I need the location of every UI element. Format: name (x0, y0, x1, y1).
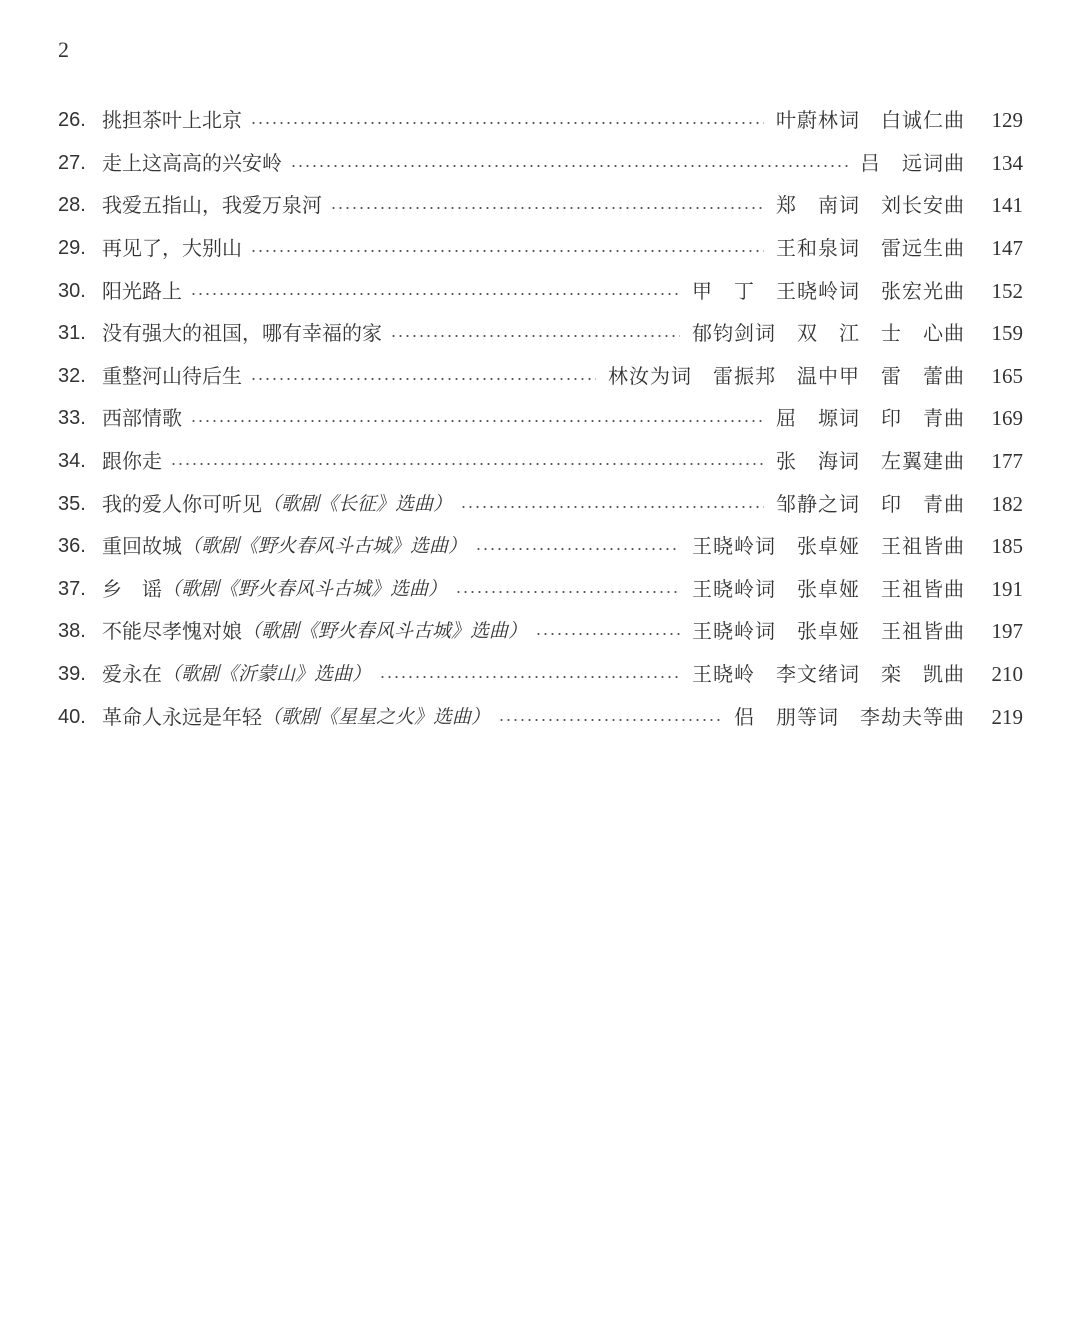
entry-note: （歌剧《野火春风斗古城》选曲） (182, 535, 468, 558)
entry-page: 129 (991, 108, 1023, 133)
entry-title: 挑担茶叶上北京 (102, 108, 242, 133)
toc-entry-40[interactable] (58, 695, 1023, 738)
entry-credits: 甲 丁 王晓岭词 张宏光曲 (692, 278, 965, 303)
entry-page: 197 (991, 619, 1023, 644)
entry-number: 26. (58, 109, 86, 132)
entry-number: 33. (58, 407, 86, 430)
dot-leader (290, 165, 848, 167)
entry-number: 38. (58, 620, 86, 643)
dot-leader (170, 463, 764, 465)
entry-credits: 侣 朋等词 李劫夫等曲 (734, 704, 965, 729)
entry-title: 重回故城 (102, 534, 182, 559)
dot-leader (460, 506, 764, 508)
entry-title: 跟你走 (102, 449, 162, 474)
toc-entry-29[interactable] (58, 227, 1023, 270)
toc-entry-27[interactable] (58, 142, 1023, 185)
entry-title: 西部情歌 (102, 406, 182, 431)
entry-number: 36. (58, 535, 86, 558)
entry-title: 爱永在 (102, 662, 162, 687)
entry-page: 134 (991, 150, 1023, 175)
entry-credits: 屈 塬词 印 青曲 (776, 406, 965, 431)
entry-number: 32. (58, 364, 86, 387)
dot-leader (250, 250, 764, 252)
toc-entry-30[interactable] (58, 269, 1023, 312)
entry-page: 159 (991, 321, 1023, 346)
entry-title: 我的爱人你可听见 (102, 491, 262, 516)
entry-page: 182 (991, 491, 1023, 516)
entry-title: 不能尽孝愧对娘 (102, 619, 242, 644)
entry-credits: 邹静之词 印 青曲 (776, 491, 965, 516)
toc-entry-37[interactable] (58, 568, 1023, 611)
entry-page: 152 (991, 278, 1023, 303)
entry-credits: 王晓岭 李文绪词 栾 凯曲 (692, 662, 965, 687)
entry-credits: 王晓岭词 张卓娅 王祖皆曲 (692, 576, 965, 601)
toc-entry-35[interactable] (58, 482, 1023, 525)
entry-title: 重整河山待后生 (102, 363, 242, 388)
dot-leader (250, 122, 764, 124)
entry-credits: 叶蔚林词 白诚仁曲 (776, 108, 965, 133)
entry-number: 29. (58, 237, 86, 260)
entry-page: 191 (991, 576, 1023, 601)
toc-entry-34[interactable] (58, 440, 1023, 483)
entry-page: 185 (991, 534, 1023, 559)
entry-number: 27. (58, 151, 86, 174)
entry-page: 169 (991, 406, 1023, 431)
entry-credits: 张 海词 左翼建曲 (776, 449, 965, 474)
dot-leader (330, 207, 764, 209)
toc-entry-39[interactable] (58, 653, 1023, 696)
entry-page: 210 (991, 662, 1023, 687)
toc-entry-26[interactable] (58, 99, 1023, 142)
entry-title: 走上这高高的兴安岭 (102, 150, 282, 175)
dot-leader (190, 293, 680, 295)
entry-credits: 郑 南词 刘长安曲 (776, 193, 965, 218)
toc-entry-32[interactable] (58, 355, 1023, 398)
entry-page: 177 (991, 449, 1023, 474)
entry-note: （歌剧《沂蒙山》选曲） (162, 663, 372, 686)
dot-leader (190, 420, 764, 422)
entry-page: 165 (991, 363, 1023, 388)
entry-title: 我爱五指山，我爱万泉河 (102, 193, 322, 218)
entry-title: 乡 谣 (102, 576, 162, 601)
entry-number: 40. (58, 705, 86, 728)
entry-credits: 王和泉词 雷远生曲 (776, 236, 965, 261)
entry-page: 141 (991, 193, 1023, 218)
entry-credits: 吕 远词曲 (860, 150, 965, 175)
entry-number: 30. (58, 279, 86, 302)
entry-number: 28. (58, 194, 86, 217)
toc-entry-36[interactable] (58, 525, 1023, 568)
dot-leader (390, 335, 680, 337)
entry-number: 37. (58, 577, 86, 600)
entry-credits: 王晓岭词 张卓娅 王祖皆曲 (692, 534, 965, 559)
entry-title: 没有强大的祖国，哪有幸福的家 (102, 321, 382, 346)
entry-note: （歌剧《野火春风斗古城》选曲） (162, 577, 448, 600)
toc-entry-31[interactable] (58, 312, 1023, 355)
dot-leader (250, 378, 596, 380)
entry-note: （歌剧《野火春风斗古城》选曲） (242, 620, 528, 643)
entry-number: 35. (58, 492, 86, 515)
dot-leader (475, 548, 680, 550)
page-number: 2 (58, 37, 69, 62)
entry-page: 219 (991, 704, 1023, 729)
dot-leader (455, 591, 680, 593)
entry-number: 31. (58, 322, 86, 345)
dot-leader (498, 719, 722, 721)
entry-number: 34. (58, 450, 86, 473)
entry-credits: 郁钧剑词 双 江 士 心曲 (692, 321, 965, 346)
entry-title: 阳光路上 (102, 278, 182, 303)
entry-title: 革命人永远是年轻 (102, 704, 262, 729)
entry-credits: 王晓岭词 张卓娅 王祖皆曲 (692, 619, 965, 644)
entry-note: （歌剧《长征》选曲） (262, 492, 453, 515)
entry-number: 39. (58, 663, 86, 686)
toc-entry-28[interactable] (58, 184, 1023, 227)
toc-entry-38[interactable] (58, 610, 1023, 653)
dot-leader (379, 676, 680, 678)
toc-entry-33[interactable] (58, 397, 1023, 440)
entry-title: 再见了，大别山 (102, 236, 242, 261)
entry-page: 147 (991, 236, 1023, 261)
entry-note: （歌剧《星星之火》选曲） (262, 705, 491, 728)
table-of-contents (58, 99, 1023, 738)
dot-leader (535, 633, 680, 635)
entry-credits: 林汝为词 雷振邦 温中甲 雷 蕾曲 (608, 363, 965, 388)
